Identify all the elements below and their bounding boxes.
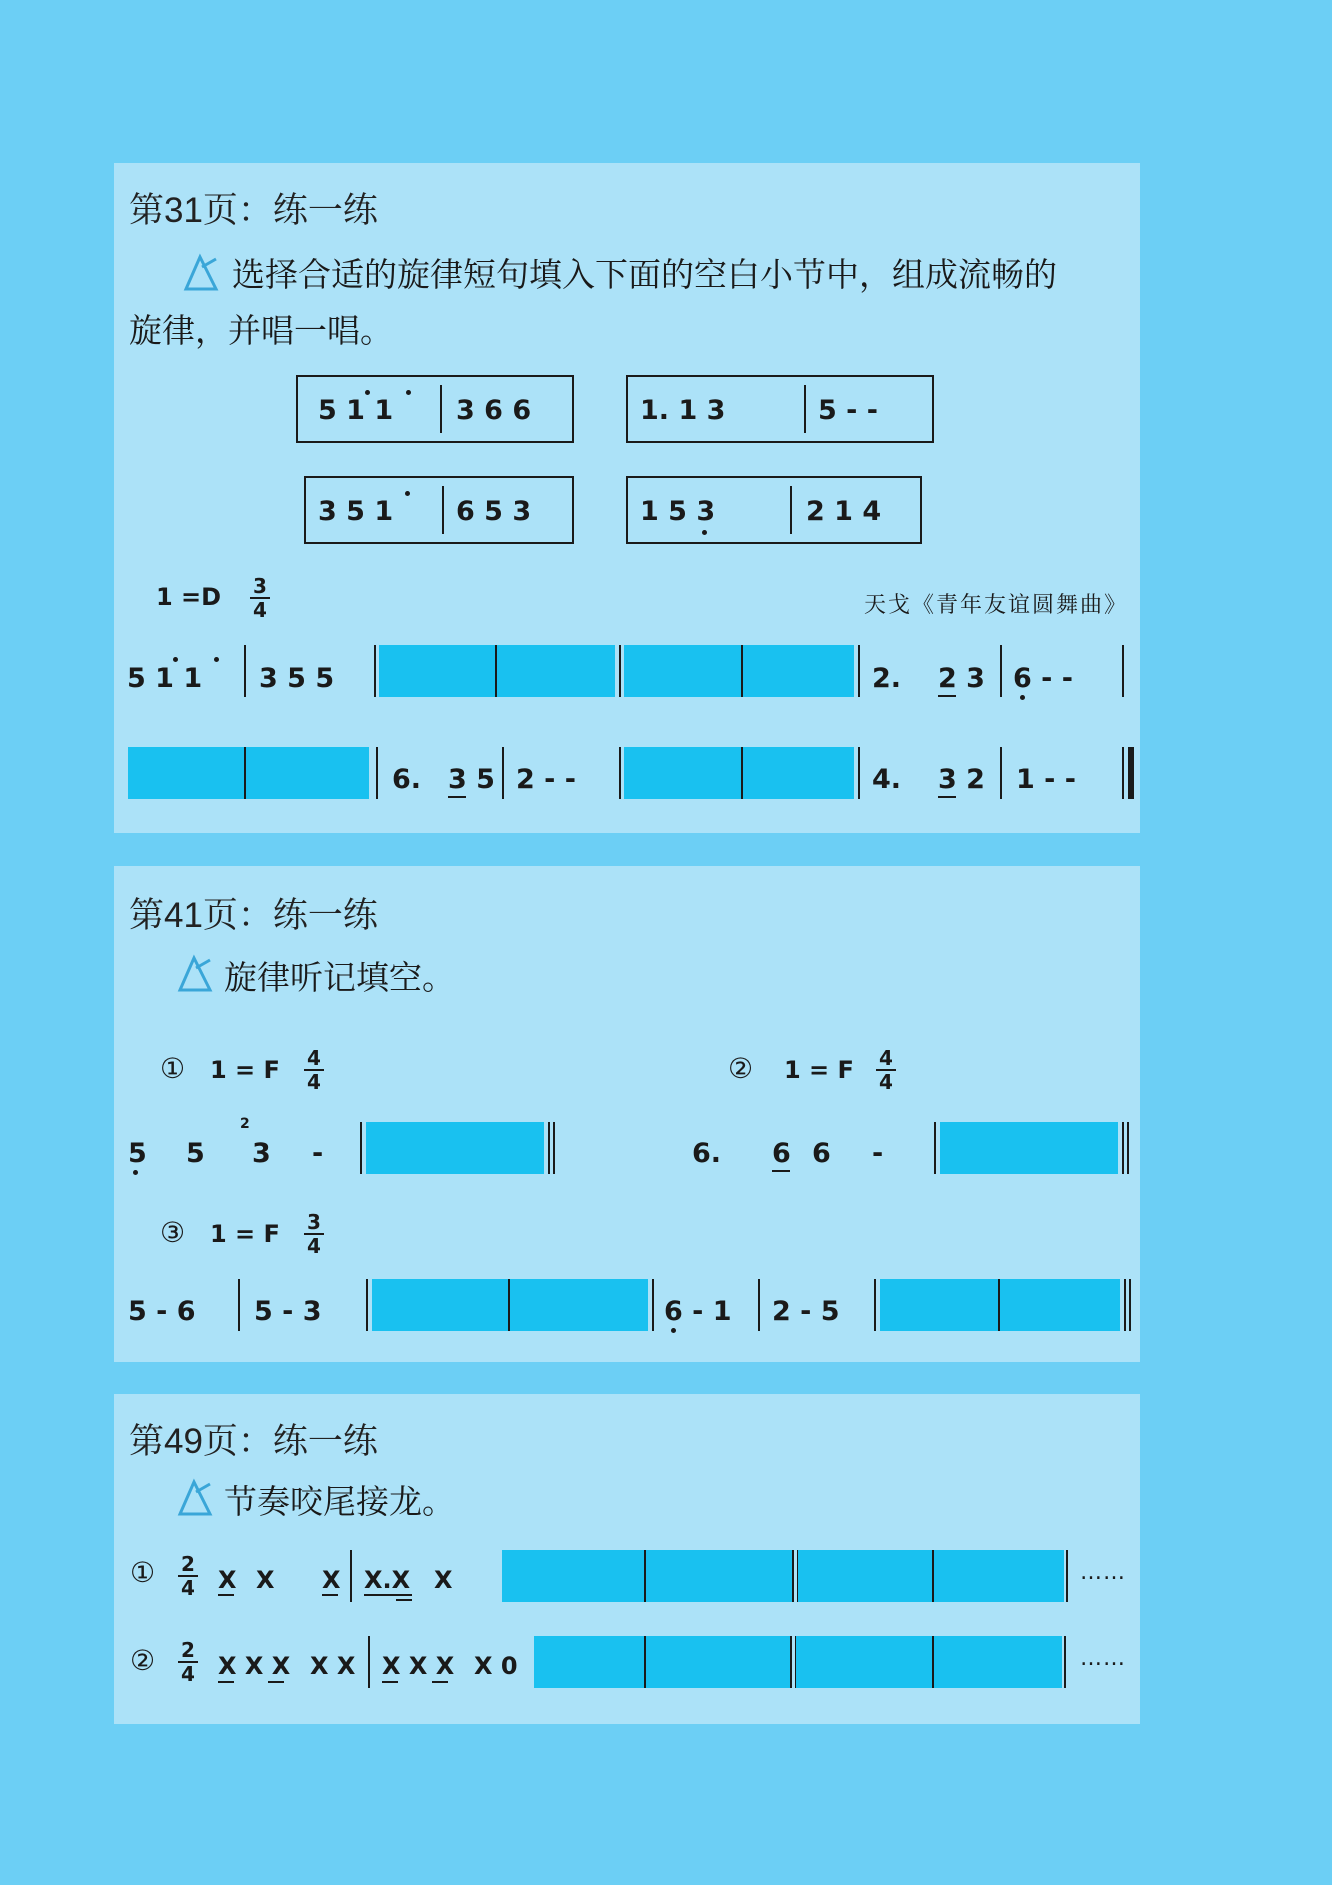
continuation: …… — [1080, 1646, 1126, 1671]
blank-measure-pair[interactable] — [624, 645, 854, 697]
octave-dot — [405, 491, 410, 496]
rhythm-group: X X X — [382, 1652, 455, 1680]
key-signature: 1 =D — [156, 583, 222, 611]
barline — [368, 1636, 370, 1688]
option-measure: 3 5 1 — [318, 496, 394, 527]
triangle-instrument-icon — [180, 253, 220, 293]
option-box-1[interactable] — [296, 375, 574, 443]
blank-measure-pair[interactable] — [379, 645, 615, 697]
section-page31 — [114, 163, 1140, 833]
octave-dot — [173, 657, 178, 662]
grace-note: 2 — [240, 1116, 250, 1132]
barline — [502, 747, 504, 799]
barline — [350, 1550, 352, 1602]
measure: 1 - - — [1016, 764, 1076, 795]
measure: 2. — [872, 663, 902, 694]
key-signature: 1 = F — [210, 1220, 280, 1248]
option-box-2[interactable] — [626, 375, 934, 443]
barline — [790, 486, 792, 534]
note: - — [312, 1138, 324, 1169]
note: 3 — [252, 1138, 271, 1169]
time-signature — [304, 1212, 324, 1256]
underline — [322, 1594, 338, 1596]
barline — [440, 385, 442, 433]
blank-measure[interactable] — [940, 1122, 1118, 1174]
note: 5 — [186, 1138, 205, 1169]
rhythm-group: X 0 — [474, 1652, 518, 1680]
blank-measure-pair[interactable] — [624, 747, 854, 799]
underline — [432, 1681, 448, 1683]
time-top: 4 — [307, 1046, 321, 1070]
measure: 6. — [392, 764, 422, 795]
exercise-number: ① — [130, 1556, 156, 1589]
final-barline — [1122, 747, 1134, 799]
note: 5 — [128, 1138, 147, 1169]
barline — [376, 747, 378, 799]
key-signature: 1 = F — [210, 1056, 280, 1084]
time-bottom: 4 — [307, 1234, 321, 1258]
blank-measure-pair[interactable] — [372, 1279, 648, 1331]
continuation: …… — [1080, 1560, 1126, 1585]
underline — [448, 796, 466, 798]
underline — [218, 1681, 234, 1683]
option-measure: 1 5 3 — [640, 496, 716, 527]
time-signature — [304, 1048, 324, 1092]
barline — [366, 1279, 368, 1331]
instruction-line2: 旋律，并唱一唱。 — [129, 311, 393, 350]
section-page49 — [114, 1394, 1140, 1724]
rhythm-note: X — [218, 1566, 237, 1594]
note: 6 — [772, 1138, 791, 1169]
octave-dot — [365, 390, 370, 395]
exercise-number: ② — [728, 1052, 754, 1085]
end-barline — [1124, 1279, 1132, 1331]
note: - — [872, 1138, 884, 1169]
instruction-line1: 选择合适的旋律短句填入下面的空白小节中，组成流畅的 — [232, 255, 1057, 294]
time-top: 2 — [181, 1552, 195, 1576]
measure: 5 - 3 — [254, 1296, 322, 1327]
rhythm-group: X X X — [218, 1652, 291, 1680]
barline — [652, 1279, 654, 1331]
octave-dot — [406, 390, 411, 395]
barline — [374, 645, 376, 697]
instruction: 旋律听记填空。 — [224, 958, 455, 997]
measure: 6 - - — [1013, 663, 1073, 694]
low-octave-dot — [671, 1328, 676, 1333]
note: 6. — [692, 1138, 722, 1169]
rhythm-note: X — [322, 1566, 341, 1594]
section-heading: 第41页：练一练 — [129, 896, 378, 935]
underline — [382, 1681, 398, 1683]
blank-measure[interactable] — [366, 1122, 544, 1174]
option-measure: 2 1 4 — [806, 496, 882, 527]
barline — [442, 486, 444, 534]
option-measure: 6 5 3 — [456, 496, 532, 527]
underline-double — [396, 1599, 412, 1601]
rhythm-note: X — [256, 1566, 275, 1594]
barline — [1000, 747, 1002, 799]
option-measure: 5 1 1 — [318, 395, 394, 426]
time-bottom: 4 — [253, 598, 267, 622]
blank-measure-pair[interactable] — [502, 1550, 792, 1602]
exercise-number: ① — [160, 1052, 186, 1085]
rhythm-note: X.X — [364, 1566, 411, 1594]
barline — [934, 1122, 936, 1174]
barline — [858, 645, 860, 697]
time-signature — [178, 1554, 198, 1598]
exercise-number: ③ — [160, 1216, 186, 1249]
octave-dot — [214, 657, 219, 662]
barline — [1122, 645, 1124, 697]
time-bottom: 4 — [181, 1576, 195, 1600]
end-barline — [1122, 1122, 1130, 1174]
exercise-number: ② — [130, 1644, 156, 1677]
option-box-4[interactable] — [626, 476, 922, 544]
section-page41 — [114, 866, 1140, 1362]
option-measure: 3 6 6 — [456, 395, 532, 426]
time-top: 4 — [879, 1046, 893, 1070]
barline — [619, 645, 621, 697]
time-signature — [250, 576, 270, 620]
blank-measure-pair[interactable] — [128, 747, 369, 799]
measure: 2 - 5 — [772, 1296, 840, 1327]
end-barline — [548, 1122, 556, 1174]
barline — [1000, 645, 1002, 697]
barline — [238, 1279, 240, 1331]
measure: 6 - 1 — [664, 1296, 732, 1327]
source-credit: 天戈《青年友谊圆舞曲》 — [863, 593, 1128, 618]
barline — [758, 1279, 760, 1331]
time-signature — [876, 1048, 896, 1092]
measure: 5 - 6 — [128, 1296, 196, 1327]
barline — [244, 645, 246, 697]
measure: 5 1 1 — [127, 663, 203, 694]
barline — [874, 1279, 876, 1331]
measure: 2 - - — [516, 764, 576, 795]
key-signature: 1 = F — [784, 1056, 854, 1084]
time-bottom: 4 — [181, 1662, 195, 1686]
triangle-instrument-icon — [174, 1478, 214, 1518]
barline — [858, 747, 860, 799]
measure: 3 5 5 — [259, 663, 335, 694]
instruction: 节奏咬尾接龙。 — [224, 1482, 455, 1521]
note: 6 — [812, 1138, 831, 1169]
time-bottom: 4 — [307, 1070, 321, 1094]
section-heading: 第31页：练一练 — [129, 191, 378, 230]
barline — [1064, 1636, 1066, 1688]
measure: 3 2 — [938, 764, 985, 795]
barline — [360, 1122, 362, 1174]
low-octave-dot — [702, 530, 707, 535]
underline — [772, 1170, 790, 1172]
option-measure: 5 - - — [818, 395, 878, 426]
time-top: 2 — [181, 1638, 195, 1662]
option-measure: 1. 1 3 — [640, 395, 726, 426]
blank-measure-pair[interactable] — [534, 1636, 790, 1688]
underline — [938, 796, 956, 798]
blank-measure-pair[interactable] — [880, 1279, 1120, 1331]
rhythm-note: X — [434, 1566, 453, 1594]
option-box-3[interactable] — [304, 476, 574, 544]
low-octave-dot — [1020, 695, 1025, 700]
rhythm-group: X X — [310, 1652, 356, 1680]
barline — [619, 747, 621, 799]
time-bottom: 4 — [879, 1070, 893, 1094]
blank-measure-pair[interactable] — [798, 1550, 1064, 1602]
triangle-instrument-icon — [174, 954, 214, 994]
low-octave-dot — [133, 1170, 138, 1175]
barline — [1066, 1550, 1068, 1602]
measure: 2 3 — [938, 663, 985, 694]
barline — [804, 385, 806, 433]
underline — [938, 695, 956, 697]
underline — [218, 1594, 234, 1596]
measure: 3 5 — [448, 764, 495, 795]
section-heading: 第49页：练一练 — [129, 1422, 378, 1461]
measure: 4. — [872, 764, 902, 795]
underline — [268, 1681, 284, 1683]
blank-measure-pair[interactable] — [796, 1636, 1062, 1688]
time-signature — [178, 1640, 198, 1684]
time-top: 3 — [253, 574, 267, 598]
time-top: 3 — [307, 1210, 321, 1234]
underline — [364, 1594, 412, 1596]
